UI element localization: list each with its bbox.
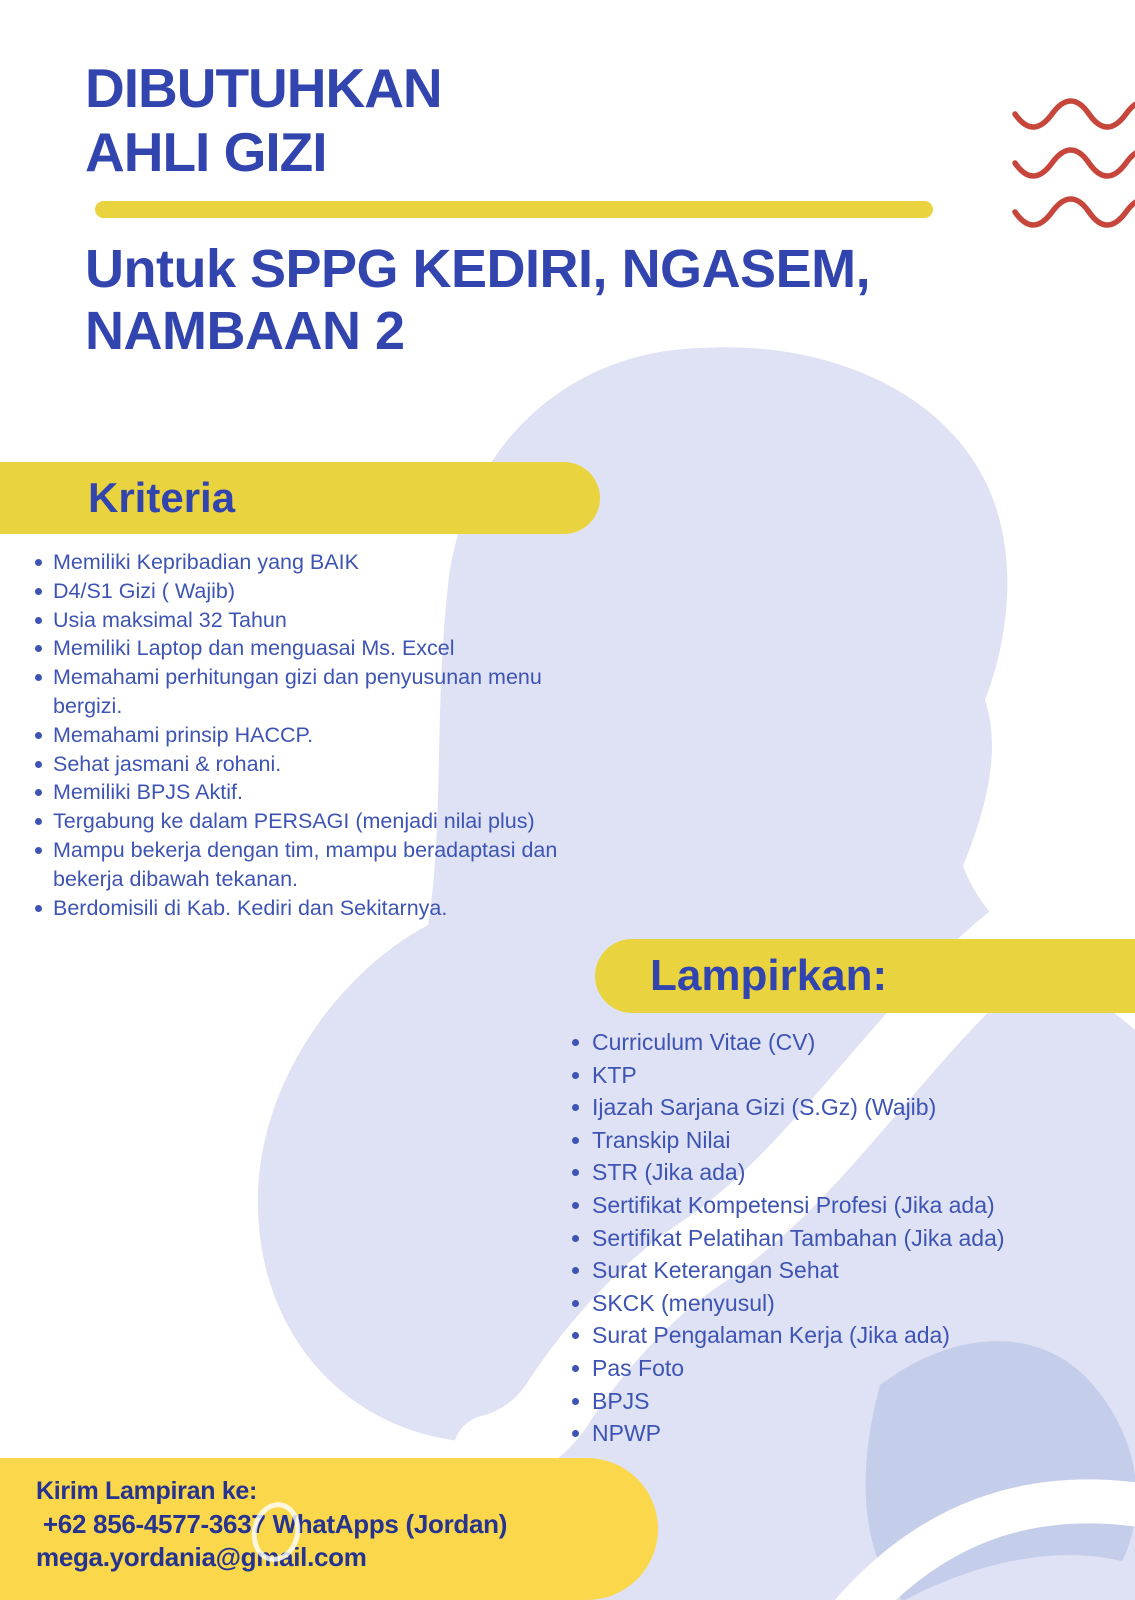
lampirkan-item-text: BPJS: [592, 1387, 650, 1414]
poster-subtitle-line2: NAMBAAN 2: [85, 301, 405, 361]
bullet-dot-icon: [35, 674, 42, 681]
kriteria-item-text: Memiliki Kepribadian yang BAIK: [53, 550, 359, 574]
bullet-dot-icon: [572, 1430, 579, 1437]
lampirkan-item-text: Surat Pengalaman Kerja (Jika ada): [592, 1322, 950, 1349]
bullet-dot-icon: [572, 1039, 579, 1046]
bullet-dot-icon: [572, 1332, 579, 1339]
lampirkan-list-item: [572, 1124, 1132, 1157]
poster-title-line1: DIBUTUHKAN: [85, 57, 442, 119]
lampirkan-list-item: [572, 1189, 1132, 1222]
lampirkan-list-item: [572, 1091, 1132, 1124]
bullet-dot-icon: [572, 1072, 579, 1079]
lampirkan-list-item: [572, 1319, 1132, 1352]
kriteria-list-item: [35, 606, 595, 635]
lampirkan-item-text: Curriculum Vitae (CV): [592, 1029, 816, 1055]
bullet-dot-icon: [572, 1137, 579, 1144]
bullet-dot-icon: [35, 732, 42, 739]
bullet-dot-icon: [572, 1300, 579, 1307]
lampirkan-list-item: [572, 1417, 1132, 1450]
kriteria-list-item: [35, 894, 595, 923]
bullet-dot-icon: [35, 905, 42, 912]
kriteria-list-item: [35, 634, 595, 663]
lampirkan-item-text: SKCK (menyusul): [592, 1289, 775, 1316]
lampirkan-list-item: [572, 1385, 1132, 1418]
bullet-dot-icon: [572, 1104, 579, 1111]
kriteria-list-item: [35, 750, 595, 779]
lampirkan-list-item: [572, 1156, 1132, 1189]
lampirkan-banner: [595, 939, 1135, 1013]
poster-title: [85, 56, 442, 184]
kriteria-item-text: Memahami prinsip HACCP.: [53, 722, 314, 747]
kriteria-banner: [0, 462, 600, 534]
kriteria-list-item: [35, 577, 595, 606]
kriteria-item-text: Memiliki BPJS Aktif.: [53, 780, 243, 805]
bullet-dot-icon: [35, 617, 42, 624]
bullet-dot-icon: [572, 1169, 579, 1176]
lampirkan-item-text: NPWP: [592, 1420, 661, 1447]
kriteria-list-item: [35, 778, 595, 807]
lampirkan-list: [572, 1026, 1132, 1450]
bullet-dot-icon: [35, 588, 42, 595]
bullet-dot-icon: [572, 1398, 579, 1405]
lampirkan-item-text: Sertifikat Pelatihan Tambahan (Jika ada): [592, 1224, 1005, 1251]
kriteria-item-text: Berdomisili di Kab. Kediri dan Sekitarnya.: [53, 895, 448, 920]
bullet-dot-icon: [35, 818, 42, 825]
kriteria-item-text: Sehat jasmani & rohani.: [53, 751, 282, 776]
bullet-dot-icon: [35, 559, 42, 566]
poster-title-line2: AHLI GIZI: [85, 121, 327, 183]
bullet-dot-icon: [35, 645, 42, 652]
poster-subtitle: [85, 238, 870, 362]
lampirkan-item-text: Transkip Nilai: [592, 1126, 731, 1153]
lampirkan-list-item: [572, 1254, 1132, 1287]
bullet-dot-icon: [572, 1235, 579, 1242]
lampirkan-item-text: Ijazah Sarjana Gizi (S.Gz) (Wajib): [592, 1094, 937, 1121]
bullet-dot-icon: [572, 1365, 579, 1372]
bullet-dot-icon: [572, 1267, 579, 1274]
kriteria-item-text: Tergabung ke dalam PERSAGI (menjadi nilai plus): [53, 809, 535, 834]
lampirkan-item-text: STR (Jika ada): [592, 1159, 746, 1186]
lampirkan-list-item: [572, 1352, 1132, 1385]
bullet-dot-icon: [35, 761, 42, 768]
lampirkan-item-text: Sertifikat Kompetensi Profesi (Jika ada): [592, 1191, 995, 1218]
kriteria-item-text: Memahami perhitungan gizi dan penyusunan menu bergizi.: [53, 665, 542, 718]
lampirkan-list-item: [572, 1287, 1132, 1320]
lampirkan-list-item: [572, 1222, 1132, 1255]
kriteria-list: [35, 548, 595, 922]
lampirkan-item-text: KTP: [592, 1061, 637, 1088]
poster-subtitle-line1: Untuk SPPG KEDIRI, NGASEM,: [85, 239, 871, 299]
contact-phone: +62 856-4577-3637 WhatApps (Jordan): [36, 1509, 508, 1539]
bullet-dot-icon: [35, 847, 42, 854]
lampirkan-list-item: [572, 1059, 1132, 1092]
kriteria-item-text: Mampu bekerja dengan tim, mampu beradaptasi dan bekerja dibawah tekanan.: [53, 837, 558, 891]
contact-email: mega.yordania@gmail.com: [36, 1542, 367, 1572]
red-waves-icon: [1015, 101, 1135, 225]
bullet-dot-icon: [572, 1202, 579, 1209]
kriteria-item-text: D4/S1 Gizi ( Wajib): [53, 578, 235, 603]
bullet-dot-icon: [35, 789, 42, 796]
contact-heading: Kirim Lampiran ke:: [36, 1477, 258, 1505]
kriteria-list-item: [35, 807, 595, 836]
kriteria-list-item: [35, 548, 595, 577]
lampirkan-list-item: [572, 1026, 1132, 1059]
kriteria-list-item: [35, 663, 595, 721]
kriteria-item-text: Memiliki Laptop dan menguasai Ms. Excel: [53, 636, 455, 661]
kriteria-list-item: [35, 836, 595, 894]
lampirkan-item-text: Surat Keterangan Sehat: [592, 1257, 839, 1284]
kriteria-heading: Kriteria: [88, 474, 236, 521]
lampirkan-item-text: Pas Foto: [592, 1354, 685, 1381]
lampirkan-heading: Lampirkan:: [650, 951, 888, 1000]
divider-bar: [95, 201, 933, 218]
kriteria-list-item: [35, 721, 595, 750]
contact-footer: [0, 1458, 658, 1600]
kriteria-item-text: Usia maksimal 32 Tahun: [53, 607, 287, 632]
